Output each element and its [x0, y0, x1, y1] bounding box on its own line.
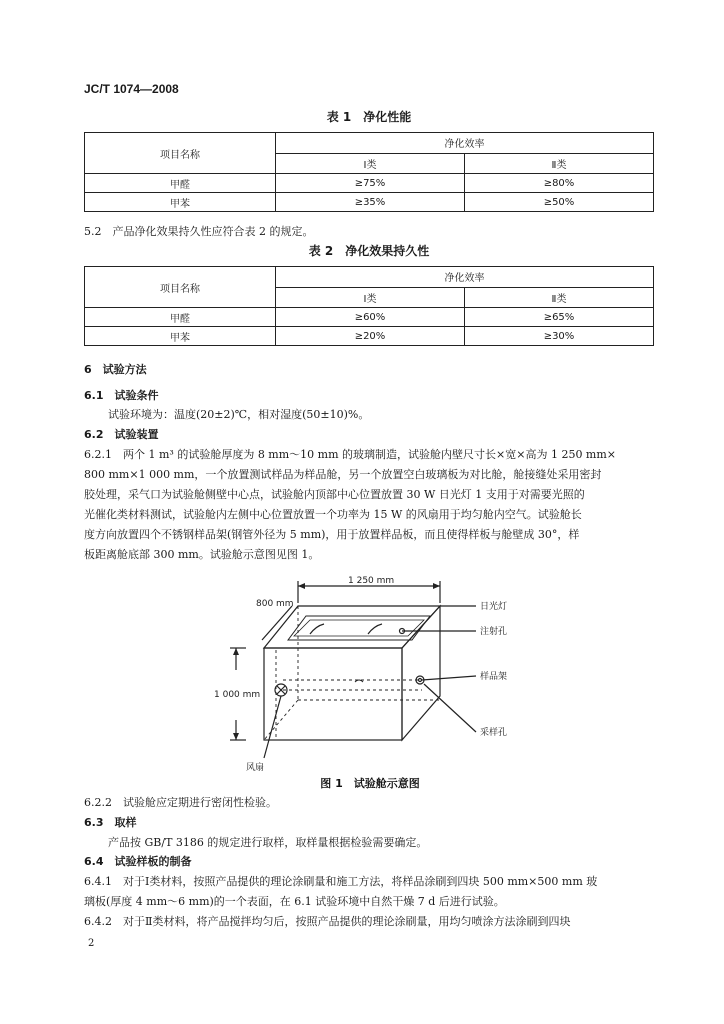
- table2-row1-name: 甲醛: [85, 308, 276, 327]
- label-fan: 风扇: [246, 763, 265, 773]
- chamber-top-face: [264, 606, 440, 648]
- table1-col-c1: Ⅰ类: [276, 153, 465, 174]
- section-6-heading: 6 试验方法: [84, 363, 147, 376]
- label-injection-hole: 注射孔: [480, 627, 508, 637]
- clause-6-3-text: 产品按 GB/T 3186 的规定进行取样，取样量根据检验需要确定。: [108, 836, 428, 849]
- table2-row1-c1: ≥60%: [276, 308, 465, 327]
- table2-row2-c2: ≥30%: [465, 327, 654, 346]
- table1-col-item: 项目名称: [85, 133, 276, 174]
- dim-length-label: 1 250 mm: [348, 576, 395, 586]
- table-row: [85, 308, 654, 327]
- section-6-2-heading: 6.2 试验装置: [84, 428, 159, 441]
- figure-caption: 图 1 试验舱示意图: [320, 777, 420, 790]
- page-number: 2: [88, 938, 95, 949]
- clause-6-4-1-line2: 璃板(厚度 4 mm～6 mm)的一个表面，在 6.1 试验环境中自然干燥 7 d 后进行试验。: [84, 895, 505, 908]
- clause-6-2-1-line5: 度方向放置四个不锈钢样品架(钢管外径为 5 mm)，用于放置样品板，而且使得样板与舱壁成 30°，样: [84, 528, 580, 541]
- label-sample-rack: 样品架: [480, 672, 508, 682]
- table2-row2-c1: ≥20%: [276, 327, 465, 346]
- table2-row2-name: 甲苯: [85, 327, 276, 346]
- clause-6-1-text: 试验环境为：温度(20±2)℃，相对湿度(50±10)%。: [108, 408, 370, 421]
- table1: [84, 132, 654, 212]
- clause-6-2-1-line6: 板距离舱底部 300 mm。试验舱示意图见图 1。: [84, 548, 320, 561]
- clause-6-2-1-line4: 光催化类材料测试，试验舱内左侧中心位置放置一个功率为 15 W 的风扇用于均匀舱内空气。试验舱长: [84, 508, 582, 521]
- table1-caption: 表 1 净化性能: [326, 110, 412, 124]
- table-row: [85, 174, 654, 193]
- chamber-right-face: [402, 606, 440, 740]
- clause-6-4-2-line1: 6.4.2 对于Ⅱ类材料，将产品搅拌均匀后，按照产品提供的理论涂刷量，用均匀喷涂方法涂刷到四块: [84, 915, 571, 928]
- table1-row1-c1: ≥75%: [276, 174, 465, 193]
- clause-5-2: 5.2 产品净化效果持久性应符合表 2 的规定。: [84, 225, 314, 238]
- table-row: [85, 327, 654, 346]
- dim-height-label: 1 000 mm: [214, 690, 261, 700]
- table-row: [85, 193, 654, 212]
- table2: [84, 266, 654, 346]
- section-6-4-heading: 6.4 试验样板的制备: [84, 855, 192, 868]
- clause-6-2-2: 6.2.2 试验舱应定期进行密闭性检验。: [84, 796, 277, 809]
- test-chamber-figure: [0, 570, 724, 800]
- label-lamp: 日光灯: [480, 602, 508, 612]
- table1-row1-c2: ≥80%: [465, 174, 654, 193]
- table1-row2-c1: ≥35%: [276, 193, 465, 212]
- table2-col-item: 项目名称: [85, 267, 276, 308]
- table1-col-c2: Ⅱ类: [465, 153, 654, 174]
- table2-row1-c2: ≥65%: [465, 308, 654, 327]
- table1-row2-c2: ≥50%: [465, 193, 654, 212]
- clause-6-4-1-line1: 6.4.1 对于Ⅰ类材料，按照产品提供的理论涂刷量和施工方法，将样品涂刷到四块 500 mm×500 mm 玻: [84, 875, 598, 888]
- section-6-1-heading: 6.1 试验条件: [84, 389, 159, 402]
- section-6-3-heading: 6.3 取样: [84, 816, 137, 829]
- label-sampling-hole: 采样孔: [480, 728, 508, 738]
- table2-caption: 表 2 净化效果持久性: [308, 244, 430, 258]
- table2-col-eff: 净化效率: [276, 267, 654, 288]
- table1-row2-name: 甲苯: [85, 193, 276, 212]
- table1-col-eff: 净化效率: [276, 133, 654, 154]
- clause-6-2-1-line1: 6.2.1 两个 1 m³ 的试验舱厚度为 8 mm～10 mm 的玻璃制造，试验舱内壁尺寸长×宽×高为 1 250 mm×: [84, 448, 617, 461]
- dim-width-label: 800 mm: [256, 599, 294, 609]
- clause-6-2-1-line3: 胶处理，采气口为试验舱侧壁中心点，试验舱内顶部中心位置放置 30 W 日光灯 1 支用于对需要光照的: [84, 488, 585, 501]
- clause-6-2-1-line2: 800 mm×1 000 mm，一个放置测试样品为样品舱，另一个放置空白玻璃板为对比舱，舱接缝处采用密封: [84, 468, 602, 481]
- table2-col-c2: Ⅱ类: [465, 287, 654, 308]
- table1-row1-name: 甲醛: [85, 174, 276, 193]
- standard-code: JC/T 1074—2008: [84, 82, 179, 96]
- table2-col-c1: Ⅰ类: [276, 287, 465, 308]
